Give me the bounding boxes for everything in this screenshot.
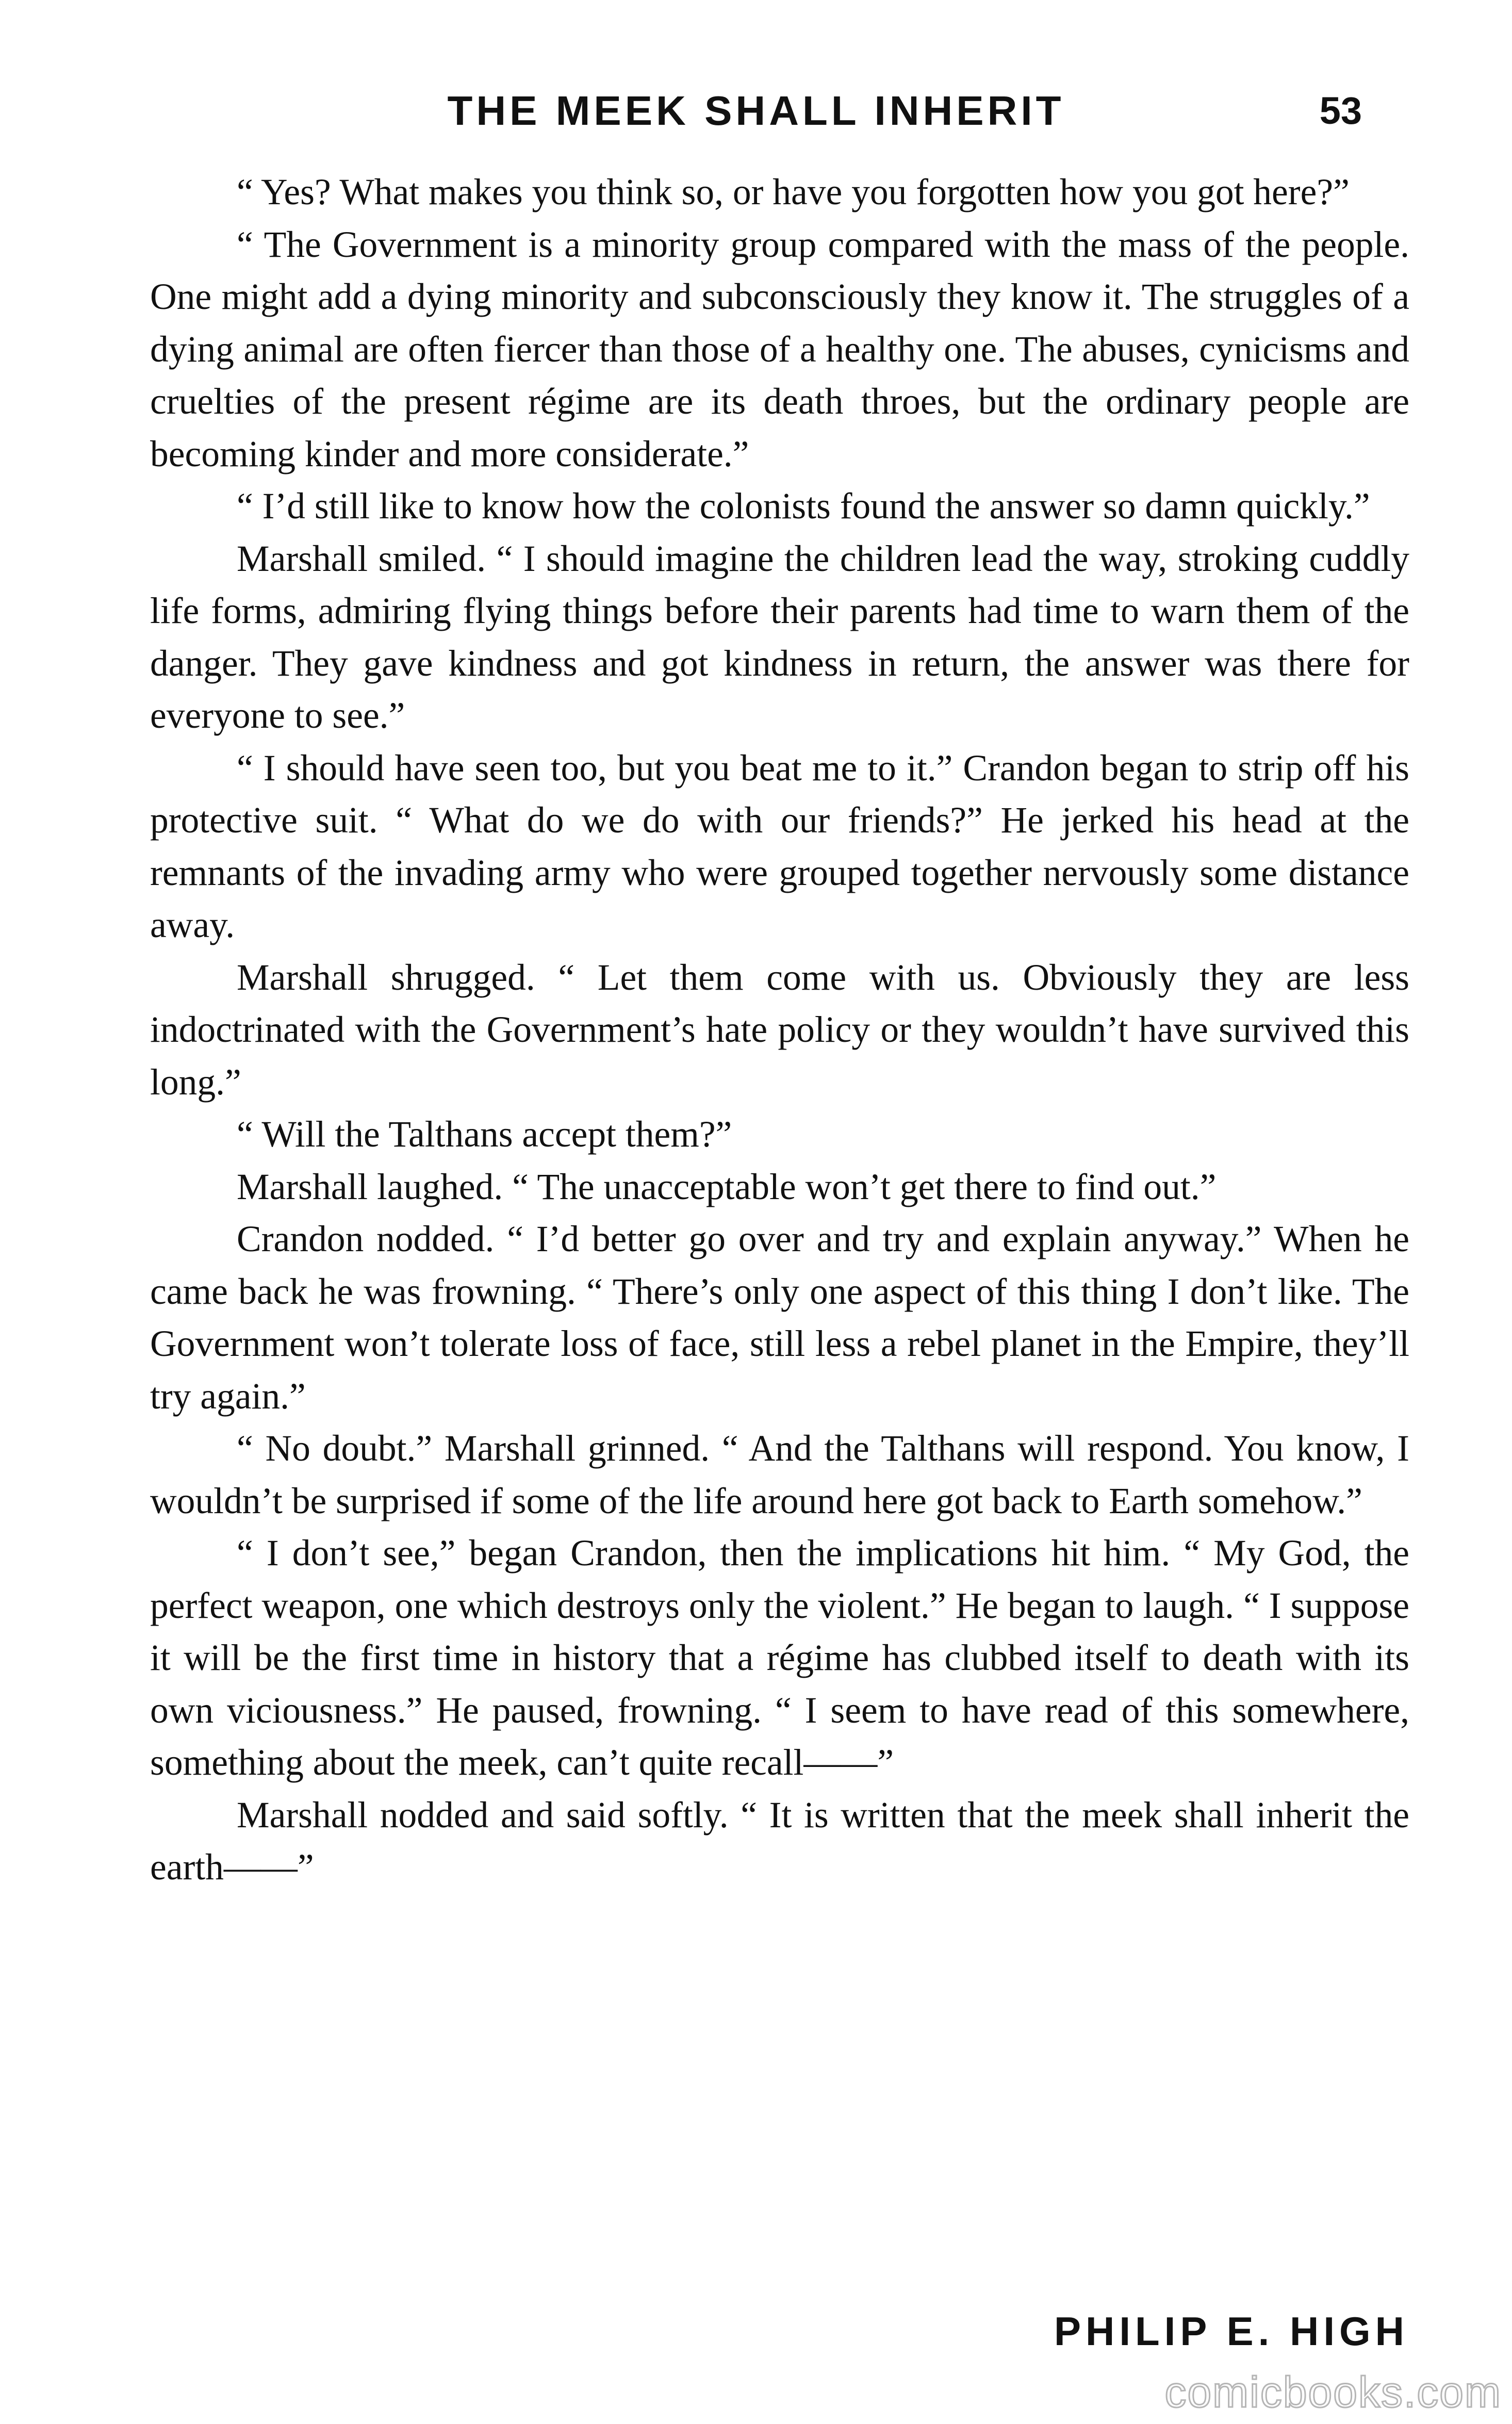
author-byline: PHILIP E. HIGH	[1054, 2308, 1409, 2354]
paragraph: Crandon nodded. “ I’d better go over and try and explain anyway.” When he came back he was frowning. “ There’s only one aspect of this thing I don’t like. The Government won’t tolerate loss of face, still less a rebel planet in the Empire, they’ll try again.”	[150, 1219, 1409, 1417]
paragraph: “ No doubt.” Marshall grinned. “ And the Talthans will respond. You know, I wouldn’t be surprised if some of the life around here got back to Earth somehow.”	[150, 1428, 1409, 1521]
page-header	[150, 85, 1362, 137]
paragraph: “ Will the Talthans accept them?”	[237, 1114, 732, 1155]
paragraph: Marshall nodded and said softly. “ It is written that the meek shall inherit the earth——”	[150, 1794, 1409, 1888]
paragraph: Marshall smiled. “ I should imagine the children lead the way, stroking cuddly life forms, admiring flying things before their parents had time to warn them of the danger. They gave kindness and got kindness in return, the answer was there for everyone to see.”	[150, 538, 1409, 736]
running-head: THE MEEK SHALL INHERIT	[447, 88, 1065, 134]
story-text	[150, 166, 1409, 1894]
paragraph: “ I’d still like to know how the colonists found the answer so damn quickly.”	[237, 486, 1370, 527]
paragraph: Marshall shrugged. “ Let them come with us. Obviously they are less indoctrinated with the Government’s hate policy or they wouldn’t have survived this long.”	[150, 957, 1409, 1103]
page-number: 53	[1319, 89, 1362, 132]
paragraph: Marshall laughed. “ The unacceptable won’t get there to find out.”	[237, 1166, 1217, 1207]
paragraph: “ I should have seen too, but you beat me to it.” Crandon began to strip off his protective suit. “ What do we do with our friends?” He jerked his head at the remnants of the invading army who were grouped together nervously some distance away.	[150, 747, 1409, 945]
paragraph: “ I don’t see,” began Crandon, then the implications hit him. “ My God, the perfect weapon, one which destroys only the violent.” He began to laugh. “ I suppose it will be the first time in history that a régime has clubbed itself to death with its own viciousness.” He paused, frowning. “ I seem to have read of this somewhere, something about the meek, can’t quite recall——”	[150, 1533, 1409, 1783]
paragraph: “ Yes? What makes you think so, or have you forgotten how you got here?”	[237, 172, 1350, 212]
paragraph: “ The Government is a minority group compared with the mass of the people. One might add a dying minority and subconsciously they know it. The struggles of a dying animal are often fiercer than those of a healthy one. The abuses, cynicisms and cruelties of the present régime are its death throes, but the ordinary people are becoming kinder and more considerate.”	[150, 224, 1409, 474]
watermark: comicbooks.com	[1164, 2368, 1502, 2416]
